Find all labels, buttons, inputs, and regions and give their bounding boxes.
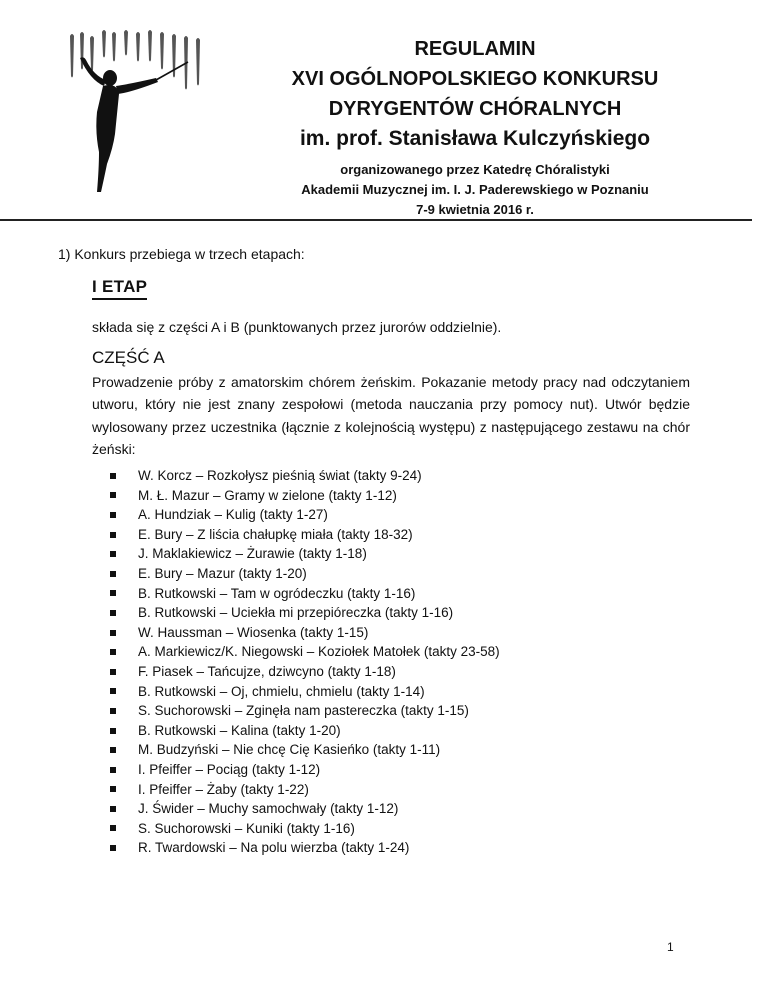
list-item: A. Markiewicz/K. Niegowski – Koziołek Matołek (takty 23-58)	[110, 642, 500, 662]
etap-description: składa się z części A i B (punktowanych przez jurorów oddzielnie).	[92, 319, 502, 335]
list-item: J. Maklakiewicz – Żurawie (takty 1-18)	[110, 544, 500, 564]
list-item: S. Suchorowski – Zginęła nam pastereczka (takty 1-15)	[110, 701, 500, 721]
bullet-icon	[110, 532, 116, 538]
document-header	[260, 34, 690, 220]
bullet-icon	[110, 649, 116, 655]
organizer-line-1: organizowanego przez Katedrę Chóralistyki	[340, 162, 610, 177]
bullet-icon	[110, 610, 116, 616]
bullet-icon	[110, 728, 116, 734]
title-competition: XVI OGÓLNOPOLSKIEGO KONKURSU	[291, 68, 659, 90]
list-item: W. Korcz – Rozkołysz pieśnią świat (takty 9-24)	[110, 466, 500, 486]
list-item: W. Haussman – Wiosenka (takty 1-15)	[110, 623, 500, 643]
list-item: I. Pfeiffer – Pociąg (takty 1-12)	[110, 760, 500, 780]
bullet-icon	[110, 825, 116, 831]
list-item: E. Bury – Z liścia chałupkę miała (takty 18-32)	[110, 525, 500, 545]
bullet-icon	[110, 669, 116, 675]
bullet-icon	[110, 845, 116, 851]
title-patron: im. prof. Stanisława Kulczyńskiego	[299, 127, 651, 150]
part-a-heading: CZĘŚĆ A	[92, 348, 165, 367]
bullet-icon	[110, 630, 116, 636]
list-item: M. Budzyński – Nie chcę Cię Kasieńko (takty 1-11)	[110, 740, 500, 760]
works-list	[110, 466, 500, 858]
list-item: B. Rutkowski – Tam w ogródeczku (takty 1-16)	[110, 584, 500, 604]
bullet-icon	[110, 786, 116, 792]
etap-heading: I ETAP	[92, 277, 147, 300]
bullet-icon	[110, 551, 116, 557]
conductor-logo	[60, 28, 210, 198]
title-regulamin: REGULAMIN	[414, 38, 536, 60]
list-item: M. Ł. Mazur – Gramy w zielone (takty 1-12)	[110, 486, 500, 506]
list-item: J. Świder – Muchy samochwały (takty 1-12)	[110, 799, 500, 819]
part-a-text: Prowadzenie próby z amatorskim chórem żeńskim. Pokazanie metody pracy nad odczytaniem utworu, który nie jest znany zespołowi (metoda nauczania przy pomocy nut). Utwór będzie wylosowany przez uczestnika (łącznie z kolejnością występu) z następującego zestawu na chór żeński:	[92, 374, 690, 458]
page-number: 1	[667, 940, 674, 954]
header-divider	[0, 219, 752, 221]
bullet-icon	[110, 708, 116, 714]
bullet-icon	[110, 688, 116, 694]
bullet-icon	[110, 492, 116, 498]
list-item: B. Rutkowski – Uciekła mi przepióreczka (takty 1-16)	[110, 603, 500, 623]
point-1: 1) Konkurs przebiega w trzech etapach:	[58, 246, 305, 262]
organizer-line-2: Akademii Muzycznej im. I. J. Paderewskiego w Poznaniu	[301, 182, 649, 197]
bullet-icon	[110, 767, 116, 773]
list-item: E. Bury – Mazur (takty 1-20)	[110, 564, 500, 584]
list-item: I. Pfeiffer – Żaby (takty 1-22)	[110, 780, 500, 800]
bullet-icon	[110, 473, 116, 479]
bullet-icon	[110, 806, 116, 812]
list-item: B. Rutkowski – Kalina (takty 1-20)	[110, 721, 500, 741]
title-conductors: DYRYGENTÓW CHÓRALNYCH	[328, 98, 622, 120]
list-item: F. Piasek – Tańcujze, dziwcyno (takty 1-18)	[110, 662, 500, 682]
bullet-icon	[110, 571, 116, 577]
bullet-icon	[110, 747, 116, 753]
list-item: R. Twardowski – Na polu wierzba (takty 1-24)	[110, 838, 500, 858]
bullet-icon	[110, 590, 116, 596]
bullet-icon	[110, 512, 116, 518]
event-date: 7-9 kwietnia 2016 r.	[416, 202, 534, 217]
list-item: B. Rutkowski – Oj, chmielu, chmielu (takty 1-14)	[110, 682, 500, 702]
list-item: S. Suchorowski – Kuniki (takty 1-16)	[110, 819, 500, 839]
list-item: A. Hundziak – Kulig (takty 1-27)	[110, 505, 500, 525]
